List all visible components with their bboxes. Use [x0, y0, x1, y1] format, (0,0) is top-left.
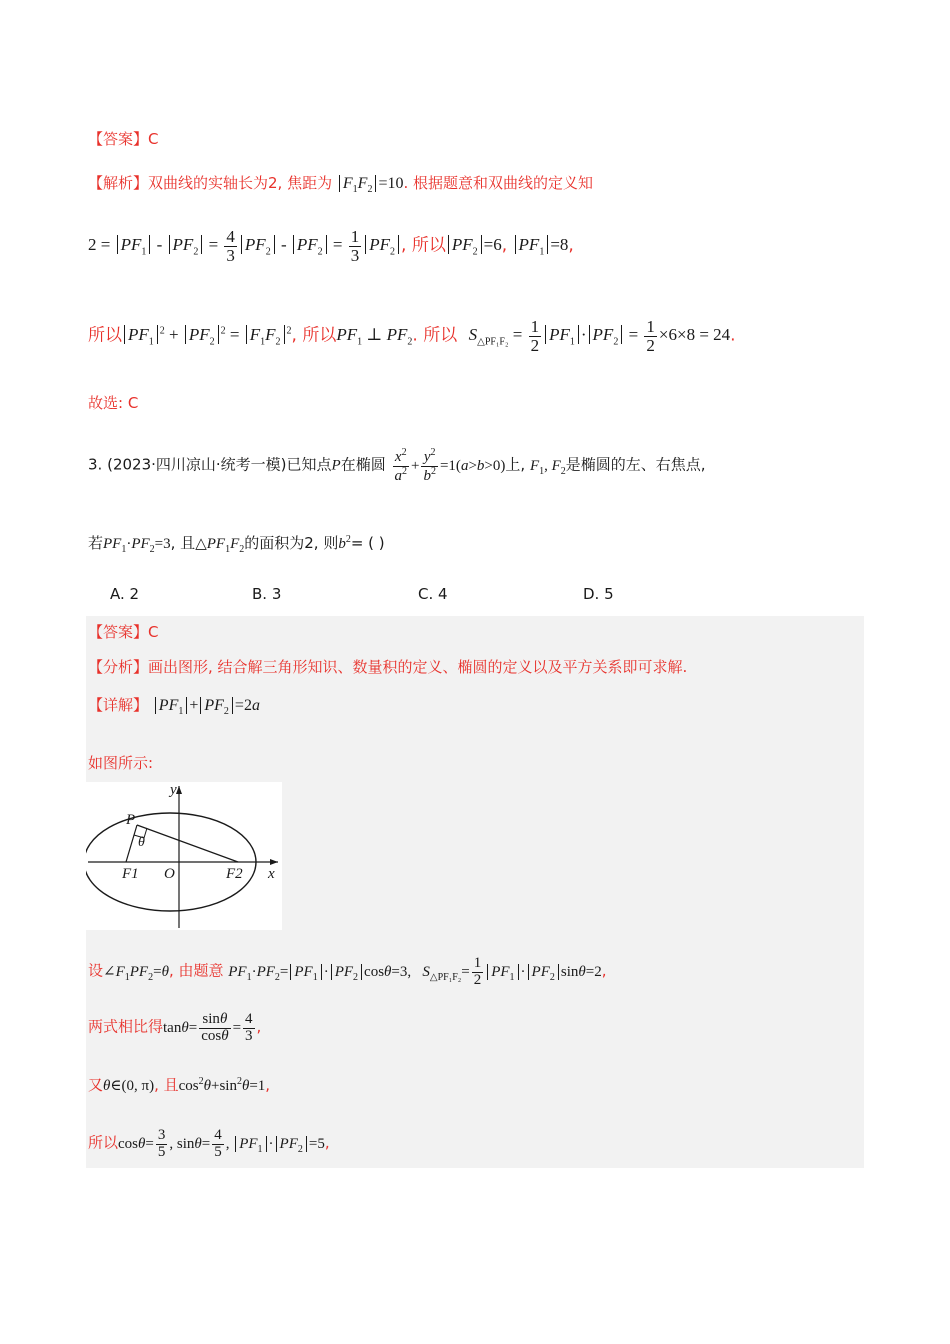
answer-value: C: [148, 130, 159, 148]
range-line: 又θ∈(0, π), 且$\cos^2\theta+\sin^2\theta=1$,: [88, 1076, 271, 1094]
as-shown-text: 如图所示:: [88, 754, 154, 772]
question-3-line1: 3. (2023·四川凉山·统考一模)已知点P在椭圆 $\frac{x^2}{a^2}$ + $\frac{y^2}{b^2}$ =1(a>b>0)上, $F_1$, $F_2$是椭圆的左、右焦点,: [88, 447, 706, 484]
step1-equation: $2 = PF_1 - PF_2$ = $\frac{4}{3}$ $PF_2 - PF_2$ = $\frac{1}{3}$ $PF_2$ , 所以 $PF_2 =6$, $PF_1 =8$,: [88, 227, 574, 265]
set-text: 设: [88, 961, 104, 980]
pf2-value: 6: [493, 235, 502, 255]
option-d[interactable]: [583, 585, 614, 603]
end-3: ,: [265, 1076, 271, 1094]
label-p: P: [126, 812, 136, 828]
label-y: y: [170, 782, 177, 798]
option-label: D.: [583, 585, 600, 603]
option-b[interactable]: [252, 585, 281, 603]
set-angle-line: 设$\angle F_1PF_2=\theta$, 由题意 $PF_1\cdot PF_2= PF_1 \cdot PF_2$ cosθ=3, $S_{\triangle PF_1F_2}=$ $\frac{1}{2}$ $PF_1 \cdot PF_2$ sinθ=2,: [88, 955, 607, 988]
label-f2: F2: [226, 866, 243, 882]
analysis-tag: 【解析】: [88, 174, 149, 192]
option-value: 5: [604, 585, 614, 603]
q3-text1: 已知点: [286, 455, 332, 474]
question-3-line2: 若$PF_1\cdot PF_2=3$, 且$\triangle PF_1F_2$的面积为2, 则$b^2=$ ( ): [88, 534, 385, 555]
option-a[interactable]: [110, 585, 139, 603]
solution-detail-tag: 【详解】: [88, 696, 149, 714]
result-line: 所以cosθ= $\frac{3}{5}$ , sinθ= $\frac{4}{5}$ , $PF_1 \cdot PF_2 =5$,: [88, 1127, 330, 1160]
ellipse-figure: [86, 782, 282, 930]
option-label: A.: [110, 585, 125, 603]
step1-so: , 所以: [401, 235, 446, 256]
q3-text4: 是椭圆的左、右焦点,: [565, 455, 706, 474]
solution-answer-value: C: [148, 623, 159, 641]
dot-value: 3: [163, 536, 171, 552]
prev-answer: [88, 128, 159, 149]
solution-detail: 【详解】 $PF_1 + PF_2 =2a$: [88, 696, 260, 718]
focal-length: 10: [387, 175, 404, 192]
prev-conclusion: 故选: C: [88, 394, 139, 412]
step1-end: ,: [568, 235, 574, 256]
label-f1: F1: [122, 866, 139, 882]
q3-text8: = ( ): [350, 534, 385, 552]
option-value: 4: [438, 585, 448, 603]
analysis-text-1: 双曲线的实轴长为2, 焦距为: [148, 174, 333, 192]
end-2: ,: [256, 1017, 262, 1036]
step2-equation: 所以 $PF_1^2 + PF_2^2 = F_1F_2^2$, 所以$PF_1$ ⊥ $PF_2$. 所以 $S_{\triangle PF_1F_2}$ = $\frac{1}{2}$ $PF_1 \cdot PF_2$ = $\frac{1}{2}$ ×6×8 = 24.: [88, 317, 736, 355]
option-c[interactable]: [418, 585, 448, 603]
q3-text3: 上,: [505, 455, 526, 474]
answer-tag: 【答案】: [88, 130, 149, 148]
option-value: 3: [271, 585, 282, 603]
so-text: 所以: [88, 1133, 119, 1152]
q3-text7: 的面积为2, 则: [244, 534, 339, 552]
end-4: ,: [324, 1133, 330, 1152]
by-text: , 由题意: [168, 961, 224, 980]
q3-text5: 若: [88, 534, 104, 552]
product-value: 24: [713, 325, 731, 345]
analysis-text-2: . 根据题意和双曲线的定义知: [403, 174, 594, 192]
prev-analysis: [88, 172, 593, 195]
solution-analysis-text: 画出图形, 结合解三角形知识、数量积的定义、椭圆的定义以及平方关系即可求解.: [148, 658, 688, 676]
option-value: 2: [129, 585, 140, 603]
step2-so1: 所以: [88, 325, 122, 346]
also-text: 又: [88, 1076, 104, 1094]
q3-text6: , 且: [170, 534, 196, 552]
q3-text2: 在椭圆: [340, 455, 386, 474]
option-label: B.: [252, 585, 268, 603]
figure-background: [86, 782, 282, 930]
solution-analysis-tag: 【分析】: [88, 658, 149, 676]
step2-so3: . 所以: [412, 325, 458, 346]
label-x: x: [268, 866, 275, 882]
and-text: , 且: [154, 1076, 179, 1094]
ellipse-equation: $\frac{x^2}{a^2}$ + $\frac{y^2}{b^2}$ =1(a>b>0): [394, 447, 506, 484]
solution-answer: [88, 621, 159, 642]
step2-end: .: [730, 325, 736, 346]
question-number: 3.: [88, 455, 103, 474]
end-1: ,: [601, 961, 607, 980]
label-theta: θ: [138, 835, 145, 850]
ratio-text: 两式相比得: [88, 1017, 164, 1036]
focal-expression: $F_1F_2 =10$: [337, 175, 404, 192]
pf1-value: 8: [559, 235, 569, 255]
ratio-line: 两式相比得tanθ= $\frac{\sin\theta}{\cos\theta}$ = $\frac{4}{3}$ ,: [88, 1011, 262, 1044]
label-o: O: [164, 866, 175, 882]
solution-analysis: [88, 656, 687, 677]
solution-answer-tag: 【答案】: [88, 623, 149, 641]
step2-so2: , 所以: [291, 325, 337, 346]
option-label: C.: [418, 585, 434, 603]
question-source: (2023·四川凉山·统考一模): [107, 455, 287, 474]
